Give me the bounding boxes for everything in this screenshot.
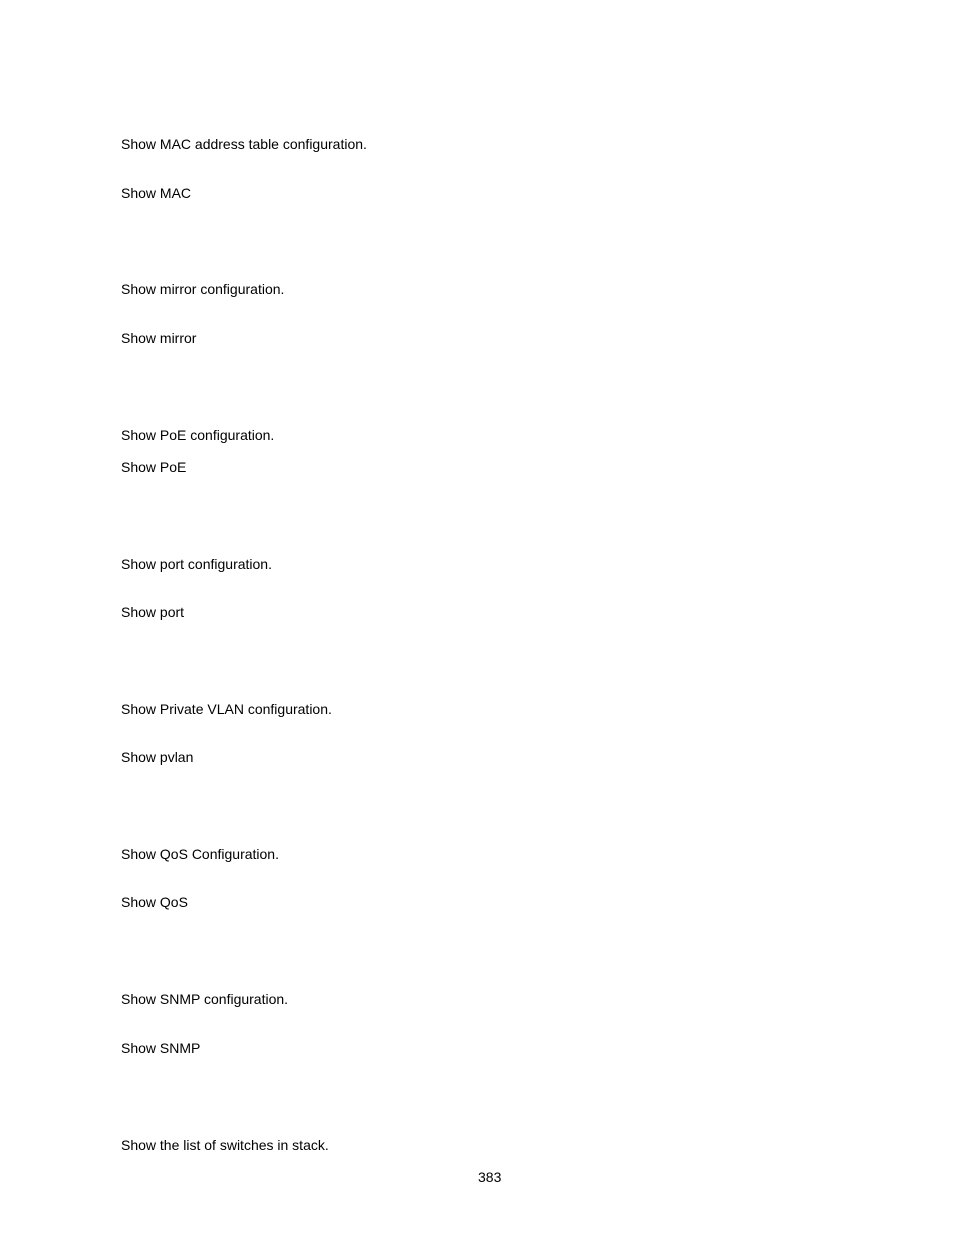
mirror-syntax: Show mirror [121, 330, 197, 346]
mirror-description: Show mirror configuration. [121, 281, 285, 297]
pvlan-description: Show Private VLAN configuration. [121, 701, 332, 717]
mac-description: Show MAC address table configuration. [121, 136, 367, 152]
qos-description: Show QoS Configuration. [121, 846, 279, 862]
poe-description: Show PoE configuration. [121, 427, 275, 443]
pvlan-syntax: Show pvlan [121, 749, 194, 765]
stack-description: Show the list of switches in stack. [121, 1137, 329, 1153]
qos-syntax: Show QoS [121, 894, 188, 910]
snmp-syntax: Show SNMP [121, 1040, 201, 1056]
mac-syntax: Show MAC [121, 185, 192, 201]
port-description: Show port configuration. [121, 556, 272, 572]
poe-syntax: Show PoE [121, 459, 187, 475]
port-syntax: Show port [121, 604, 185, 620]
snmp-description: Show SNMP configuration. [121, 991, 289, 1007]
page-number: 383 [478, 1169, 502, 1185]
